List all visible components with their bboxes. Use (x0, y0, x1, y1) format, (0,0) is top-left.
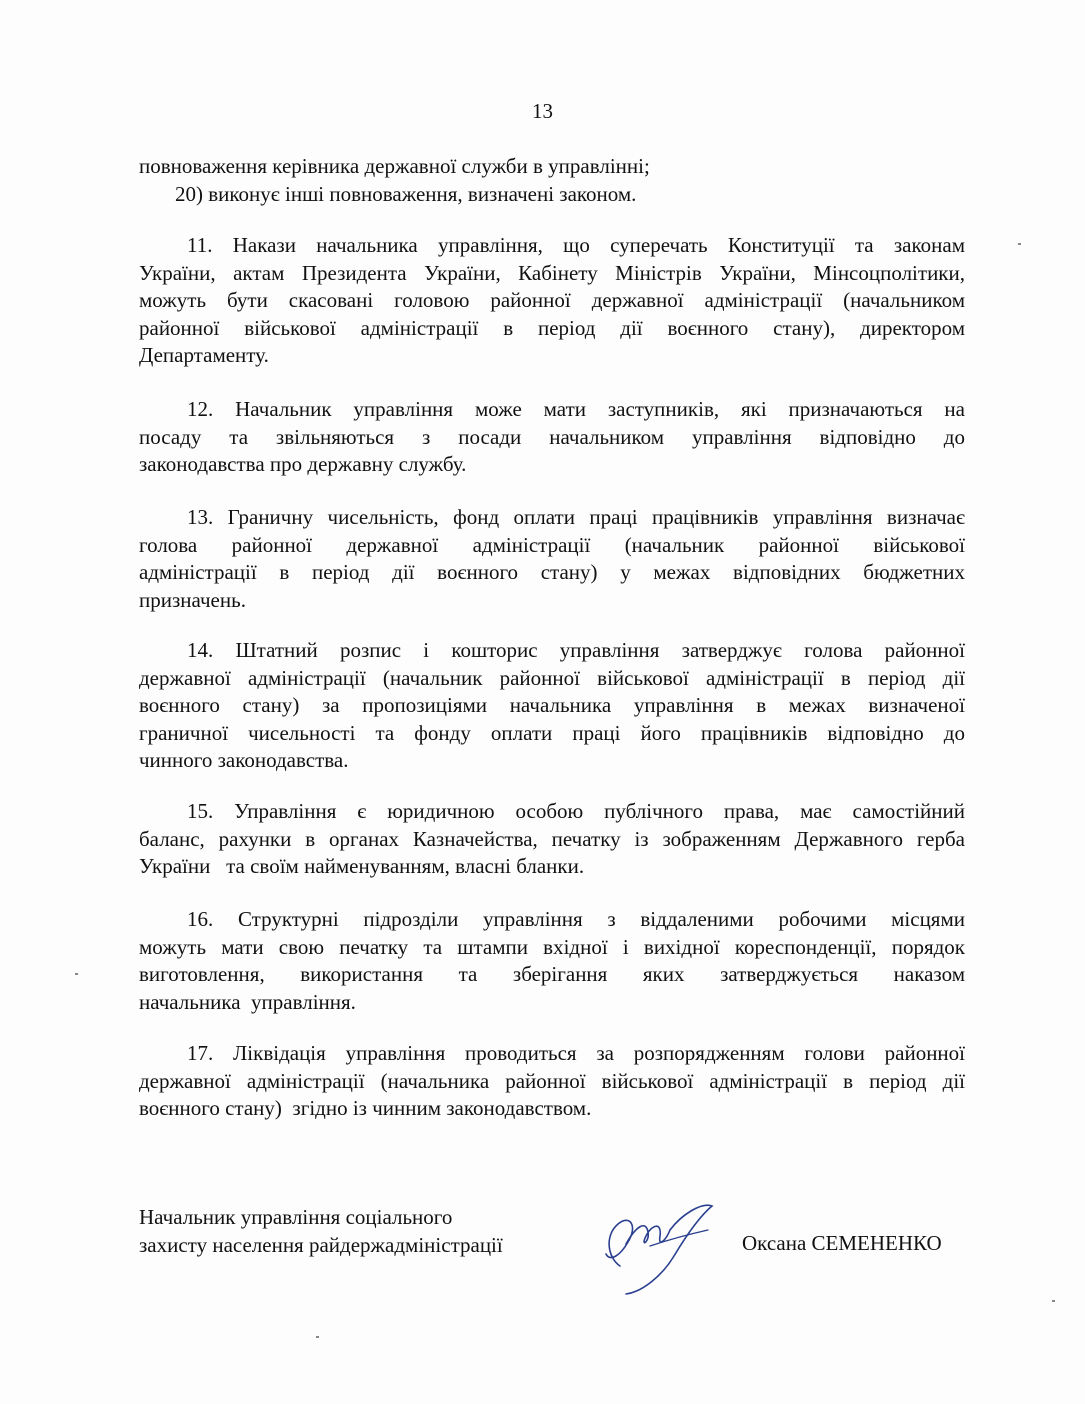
position-line: Начальник управління соціального (139, 1205, 453, 1229)
text-line: 20) виконує інші повноваження, визначені законом. (175, 181, 637, 206)
text-line: 17. Ліквідація управління проводиться за розпорядженням голови районної (187, 1041, 965, 1065)
paragraph-15 (139, 798, 965, 881)
text-line: голова районної державної адміністрації (начальник районної військової (139, 532, 965, 557)
paragraph-17 (139, 1040, 965, 1123)
text-line: 14. Штатний розпис і кошторис управління затверджує голова районної (187, 638, 965, 662)
text-line: районної військової адміністрації в період дії воєнного стану), директором (139, 315, 965, 340)
text-line: начальника управління. (139, 989, 356, 1014)
text-line: виготовлення, використання та зберігання яких затверджується наказом (139, 962, 965, 986)
text-line: граничної чисельності та фонду оплати праці його працівників відповідно до (139, 720, 965, 745)
text-line: державної адміністрації (начальник районної військової адміністрації в період дії (139, 665, 965, 690)
text-line: адміністрації в період дії воєнного стану) у межах відповідних бюджетних (139, 560, 965, 584)
paragraph-16 (139, 906, 965, 1016)
paragraph-13 (139, 504, 965, 614)
position-line: захисту населення райдержадміністрації (139, 1233, 503, 1257)
text-line: посаду та звільняються з посади начальником управління відповідно до (139, 424, 965, 449)
scan-speck (1052, 1300, 1055, 1302)
scan-speck (75, 973, 78, 975)
paragraph-14 (139, 637, 965, 775)
text-line: повноваження керівника державної служби в управлінні; (139, 154, 650, 178)
text-line: чинного законодавства. (139, 748, 349, 772)
text-line: можуть мати свою печатку та штампи вхідної і вихідної кореспонденції, порядок (139, 934, 965, 959)
signatory-name: Оксана СЕМЕНЕНКО (742, 1231, 942, 1255)
paragraph-12 (139, 396, 965, 479)
text-line: воєнного стану) згідно із чинним законодавством. (139, 1096, 592, 1120)
text-line: можуть бути скасовані головою районної державної адміністрації (начальником (139, 288, 965, 312)
text-line: воєнного стану) за пропозиціями начальника управління в межах визначеної (139, 693, 965, 717)
page-number: 13 (532, 99, 553, 123)
handwritten-signature (590, 1196, 730, 1296)
text-line: законодавства про державну службу. (139, 452, 467, 476)
paragraph-11 (139, 232, 965, 370)
scan-speck (316, 1336, 319, 1338)
signatory-position (139, 1203, 503, 1259)
text-line: баланс, рахунки в органах Казначейства, печатку із зображенням Державного герба (139, 826, 965, 851)
text-line: призначень. (139, 587, 246, 612)
paragraph-continuation (139, 153, 965, 208)
scan-speck (1018, 243, 1021, 245)
text-line: 12. Начальник управління може мати заступників, які призначаються на (187, 397, 965, 421)
text-line: 16. Структурні підрозділи управління з віддаленими робочими місцями (187, 907, 965, 931)
text-line: 11. Накази начальника управління, що суперечать Конституції та законам (187, 233, 965, 257)
text-line: України, актам Президента України, Кабінету Міністрів України, Мінсоцполітики, (139, 260, 965, 285)
text-line: 13. Граничну чисельність, фонд оплати праці працівників управління визначає (187, 505, 965, 529)
text-line: державної адміністрації (начальника районної військової адміністрації в період дії (139, 1068, 965, 1093)
text-line: Департаменту. (139, 343, 269, 367)
text-line: України та своїм найменуванням, власні бланки. (139, 854, 585, 878)
text-line: 15. Управління є юридичною особою публічного права, має самостійний (187, 799, 965, 823)
